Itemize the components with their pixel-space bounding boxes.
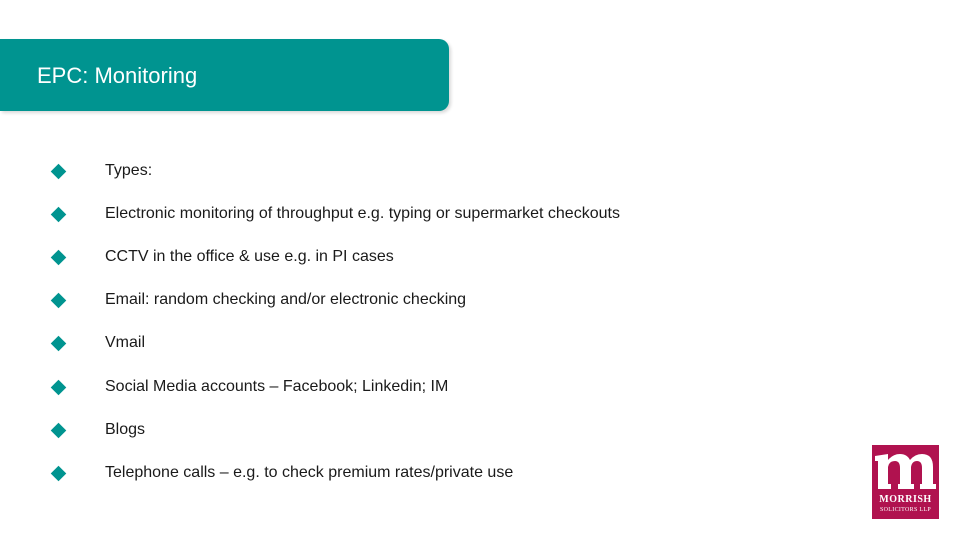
diamond-bullet-icon — [51, 293, 67, 309]
diamond-bullet-icon — [51, 164, 67, 180]
bullet-text: Blogs — [105, 421, 146, 438]
bullet-text: CCTV in the office & use e.g. in PI cases — [105, 248, 394, 265]
list-item — [50, 204, 810, 228]
diamond-bullet-icon — [51, 336, 67, 352]
logo-m-mark — [872, 445, 939, 491]
diamond-bullet-icon — [51, 423, 67, 439]
bullet-text: Electronic monitoring of throughput e.g. typing or supermarket checkouts — [105, 205, 620, 222]
logo-name: MORRISH — [879, 494, 932, 505]
diamond-bullet-icon — [51, 207, 67, 223]
diamond-bullet-icon — [51, 380, 67, 396]
diamond-bullet-icon — [51, 250, 67, 266]
list-item — [50, 161, 810, 185]
list-item — [50, 420, 810, 444]
list-item — [50, 377, 810, 401]
list-item — [50, 463, 810, 487]
list-item — [50, 333, 810, 357]
list-item — [50, 247, 810, 271]
bullet-text: Types: — [105, 162, 153, 179]
bullet-text: Email: random checking and/or electronic checking — [105, 291, 467, 308]
logo-subtitle: SOLICITORS LLP — [880, 507, 931, 513]
bullet-text: Vmail — [105, 334, 146, 351]
diamond-bullet-icon — [51, 466, 67, 482]
bullet-text: Social Media accounts – Facebook; Linkedin; IM — [105, 378, 449, 395]
list-item — [50, 290, 810, 314]
bullet-text: Telephone calls – e.g. to check premium rates/private use — [105, 464, 514, 481]
slide-title: EPC: Monitoring — [37, 63, 198, 88]
morrish-logo — [872, 445, 939, 519]
